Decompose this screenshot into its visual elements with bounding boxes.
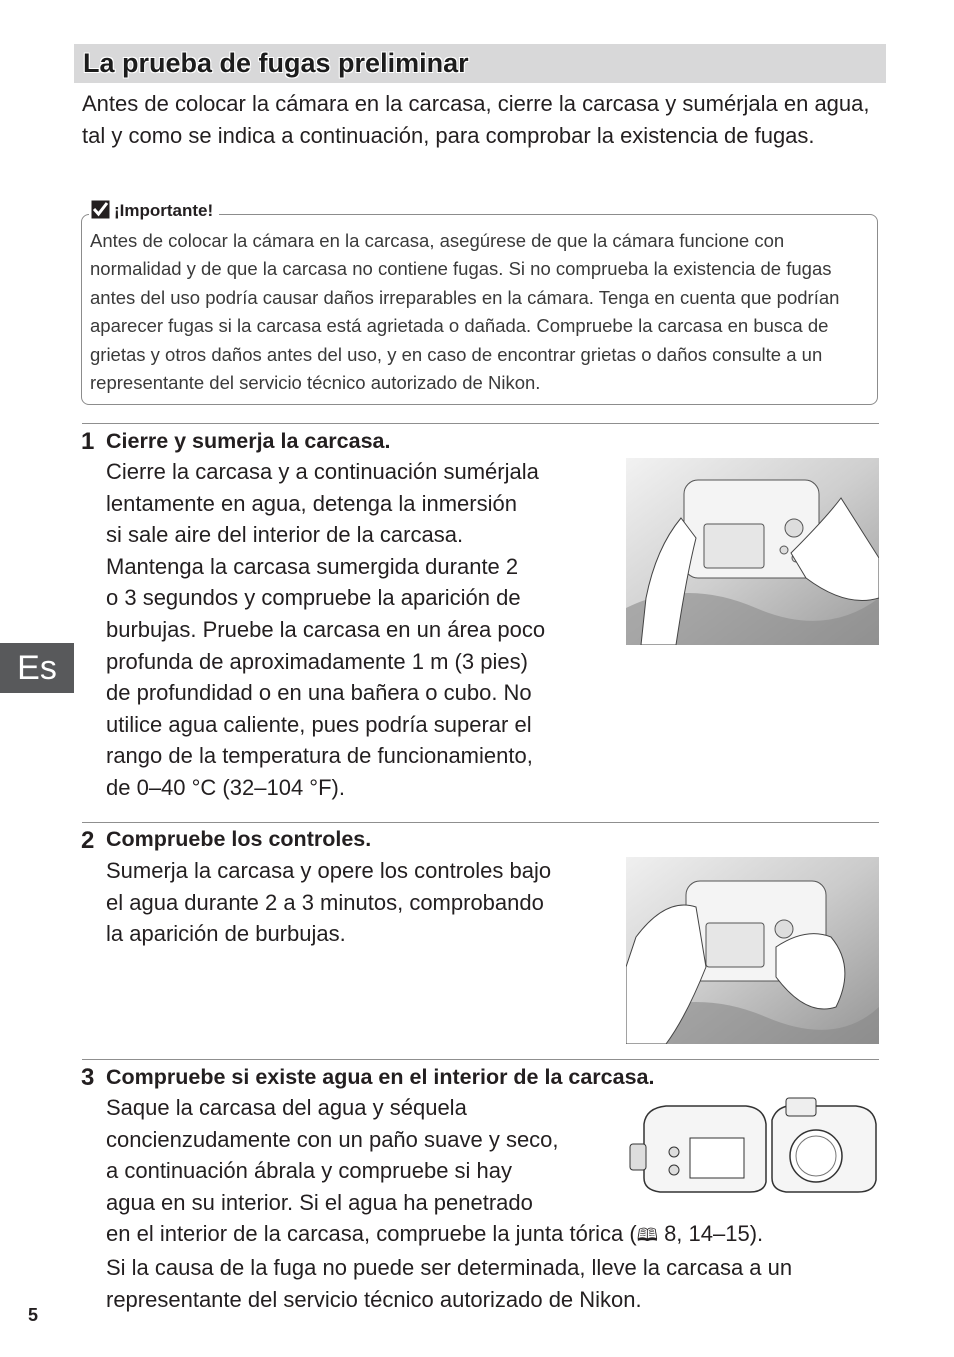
step-body bbox=[106, 855, 611, 950]
step-divider bbox=[82, 1059, 879, 1060]
step-title: Cierre y sumerja la carcasa. bbox=[106, 429, 391, 453]
checkmark-icon bbox=[91, 200, 110, 219]
important-heading-label: ¡Importante! bbox=[114, 201, 214, 220]
important-heading bbox=[89, 200, 219, 222]
step-line-text: en el interior de la carcasa, compruebe la junta tórica ( bbox=[106, 1221, 637, 1247]
step-line: profunda de aproximadamente 1 m (3 pies) bbox=[106, 648, 528, 674]
step-line: Sumerja la carcasa y opere los controles bajo bbox=[106, 858, 552, 883]
step-line: rango de la temperatura de funcionamiento, bbox=[106, 743, 533, 769]
step-line: utilice agua caliente, pues podría superar el bbox=[106, 711, 532, 737]
step-divider bbox=[82, 822, 879, 823]
step-line: la aparición de burbujas. bbox=[106, 921, 346, 947]
open-housing-illustration bbox=[626, 1094, 880, 1194]
step-line: si sale aire del interior de la carcasa. bbox=[106, 522, 464, 548]
step-line: burbujas. Pruebe la carcasa en un área poco bbox=[106, 616, 546, 642]
step-line: Si la causa de la fuga no puede ser determinada, lleve la carcasa a un bbox=[106, 1254, 793, 1280]
step-line: Cierre la carcasa y a continuación sumérjala bbox=[106, 459, 539, 484]
step-divider bbox=[82, 423, 879, 424]
language-tab: Es bbox=[0, 643, 74, 693]
step-line: de 0–40 °C (32–104 °F). bbox=[106, 774, 345, 800]
book-icon: 🕮 bbox=[636, 1225, 658, 1246]
step-line: de profundidad o en una bañera o cubo. No bbox=[106, 680, 532, 706]
step-body bbox=[106, 456, 606, 804]
step-line: representante del servicio técnico autorizado de Nikon. bbox=[106, 1286, 642, 1312]
step-number: 2 bbox=[81, 827, 95, 854]
step-line-with-reference bbox=[106, 1218, 886, 1252]
step-title: Compruebe los controles. bbox=[106, 827, 372, 851]
step-line: Saque la carcasa del agua y séquela bbox=[106, 1095, 467, 1120]
step-line: agua en su interior. Si el agua ha penetrado bbox=[106, 1189, 533, 1215]
step-line: el agua durante 2 a 3 minutos, comprobando bbox=[106, 889, 544, 915]
section-title: La prueba de fugas preliminar bbox=[83, 48, 469, 78]
page-number: 5 bbox=[28, 1305, 39, 1325]
step-number: 3 bbox=[81, 1064, 95, 1091]
step-line: lentamente en agua, detenga la inmersión bbox=[106, 490, 517, 516]
step-title: Compruebe si existe agua en el interior de la carcasa. bbox=[106, 1065, 655, 1089]
important-text: Antes de colocar la cámara en la carcasa, asegúrese de que la cámara funcione con normalidad y de que la carcasa no contiene fugas. Si no comprueba la existencia de fugas antes del uso podría causar daños irreparables en la cámara. Tenga en cuenta que podrían aparecer fugas si la carcasa está agrietada o dañada. Compruebe la carcasa en busca de grietas y otros daños antes del uso, y en caso de encontrar grietas o daños consulte a un representante del servicio técnico autorizado de Nikon. bbox=[90, 230, 840, 394]
step-line: o 3 segundos y compruebe la aparición de bbox=[106, 585, 521, 611]
step-line: concienzudamente con un paño suave y seco, bbox=[106, 1126, 559, 1152]
submerge-illustration bbox=[626, 458, 879, 645]
page-reference: 8, 14–15). bbox=[657, 1221, 764, 1247]
step-line: Mantenga la carcasa sumergida durante 2 bbox=[106, 553, 519, 579]
step-line: a continuación ábrala y compruebe si hay bbox=[106, 1158, 513, 1184]
intro-paragraph: Antes de colocar la cámara en la carcasa, cierre la carcasa y sumérjala en agua, tal y como se indica a continuación, para comprobar la existencia de fugas. bbox=[82, 91, 870, 148]
step-number: 1 bbox=[81, 428, 95, 455]
controls-illustration bbox=[626, 857, 879, 1044]
